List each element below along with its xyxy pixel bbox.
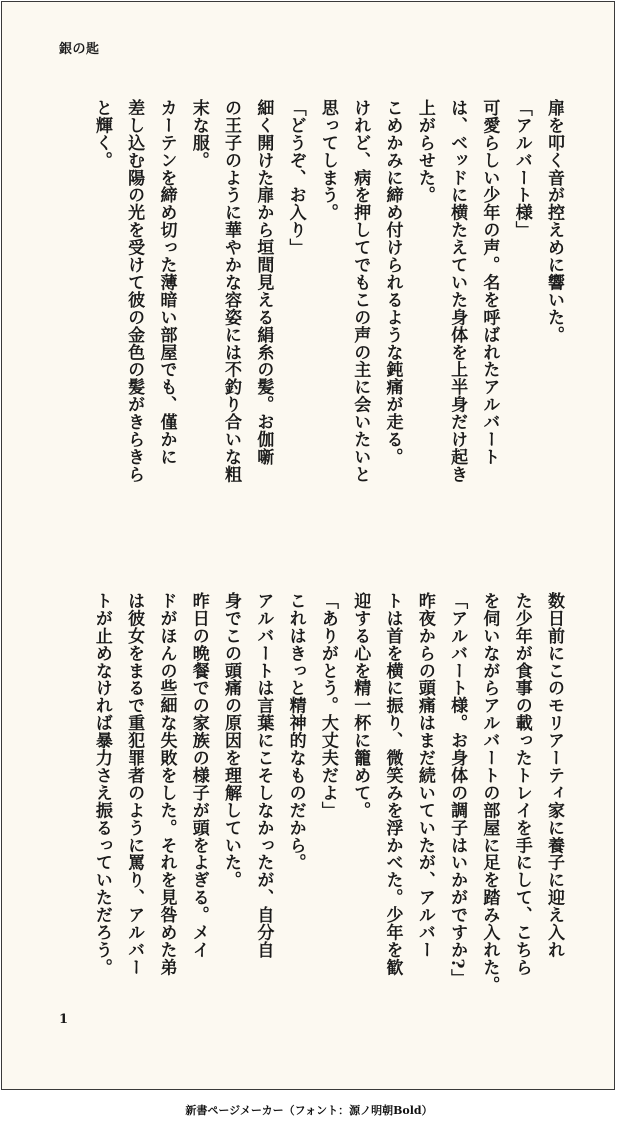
text-line: 昨日の晩餐での家族の様子が頭をよぎる。メイ (188, 592, 209, 959)
book-title: 銀の匙 (59, 42, 100, 57)
text-line: 「ありがとう。大丈夫だよ」 (317, 592, 338, 819)
text-line: た少年が食事の載ったトレイを手にして、こちら (511, 592, 532, 976)
upper-text-block (86, 99, 570, 539)
text-line: 「アルバート様」 (511, 99, 532, 239)
text-line: 思ってしまう。 (317, 99, 338, 222)
text-line: は彼女をまるで重犯罪者のように罵り、アルバー (124, 592, 145, 976)
text-line: これはきっと精神的なものだから。 (285, 592, 306, 872)
text-line: アルバートは言葉にこそしなかったが、自分自 (253, 592, 274, 959)
page-number: 1 (59, 1012, 69, 1027)
text-line: と輝く。 (91, 99, 112, 169)
text-line: は、ベッドに横たえていた身体を上半身だけ起き (447, 99, 468, 483)
text-line: こめかみに締め付けられるような鈍痛が走る。 (382, 99, 403, 466)
text-line: トは首を横に振り、微笑みを浮かべた。少年を歓 (382, 592, 403, 976)
text-line: ドがほんの些細な失敗をした。それを見咎めた弟 (156, 592, 177, 976)
text-line: 差し込む陽の光を受けて彼の金色の髪がきらきら (124, 99, 145, 483)
text-line: 昨夜からの頭痛はまだ続いていたが、アルバー (414, 592, 435, 959)
text-line: けれど、病を押してでもこの声の主に会いたいと (350, 99, 371, 483)
footer-credit: 新書ページメーカー（フォント：源ノ明朝Bold） (185, 1104, 433, 1117)
text-line: 末な服。 (188, 99, 209, 169)
text-line: を伺いながらアルバートの部屋に足を踏み入れた。 (479, 592, 500, 994)
text-line: 「アルバート様。お身体の調子はいかがですか?」 (447, 592, 468, 987)
text-line: 「どうぞ、お入り」 (285, 99, 306, 257)
text-line: トが止めなければ暴力さえ振るっていただろう。 (91, 592, 112, 976)
text-line: 可愛らしい少年の声。名を呼ばれたアルバート (479, 99, 500, 466)
text-line: カーテンを締め切った薄暗い部屋でも、僅かに (156, 99, 177, 466)
text-line: 身でこの頭痛の原因を理解していた。 (221, 592, 242, 889)
lower-text-block (86, 592, 570, 1032)
text-line: の王子のように華やかな容姿には不釣り合いな粗 (221, 99, 242, 483)
text-line: 扉を叩く音が控えめに響いた。 (544, 99, 564, 344)
text-line: 上がらせた。 (414, 99, 435, 204)
text-line: 細く開けた扉から垣間見える絹糸の髪。お伽噺 (253, 99, 274, 466)
text-line: 数日前にこのモリアーティ家に養子に迎え入れ (544, 592, 564, 959)
book-page (1, 1, 615, 1090)
text-line: 迎する心を精一杯に籠めて。 (350, 592, 371, 819)
